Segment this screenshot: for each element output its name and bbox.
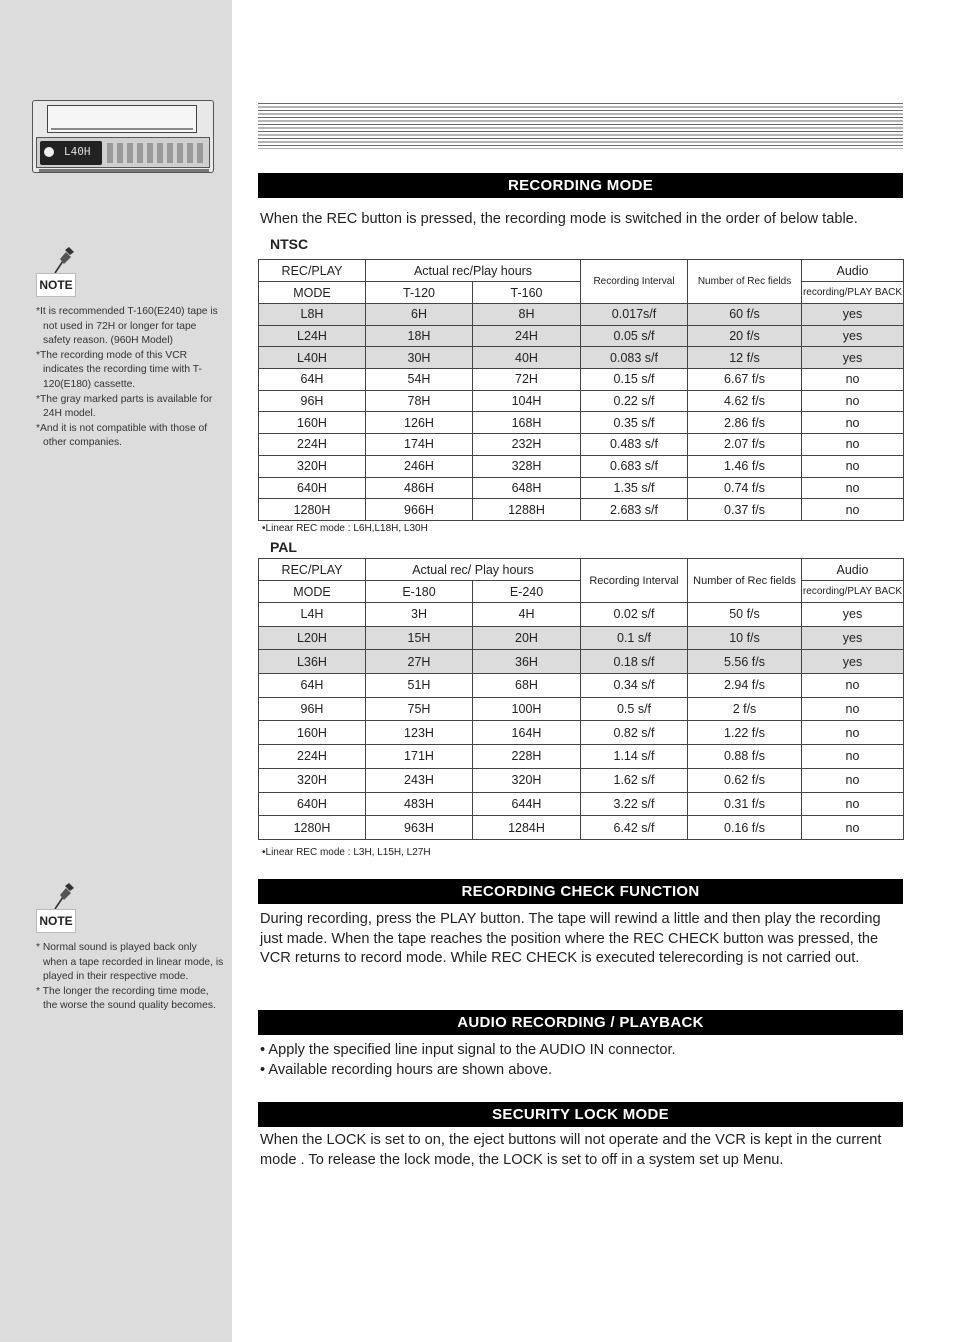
table-row [259, 325, 904, 347]
table-cell: 2.94 f/s [688, 674, 802, 698]
ntsc-table-body [259, 304, 904, 521]
table-cell: 1.35 s/f [581, 477, 688, 499]
note-label: NOTE [36, 273, 76, 297]
table-cell: 20 f/s [688, 325, 802, 347]
section-title-security: SECURITY LOCK MODE [258, 1102, 903, 1127]
table-cell: no [802, 697, 904, 721]
table-cell: 0.16 f/s [688, 816, 802, 840]
table-cell: 4.62 f/s [688, 390, 802, 412]
table-cell: 174H [366, 434, 473, 456]
header-tape2: E-240 [473, 581, 581, 603]
security-body: When the LOCK is set to on, the eject buttons will not operate and the VCR is kept in the current mode . To release the lock mode, the LOCK is set to off in a system set up Menu. [260, 1132, 882, 1168]
table-cell: 40H [473, 347, 581, 369]
table-cell: 168H [473, 412, 581, 434]
ntsc-footnote: •Linear REC mode : L6H,L18H, L30H [262, 523, 428, 534]
table-row [259, 347, 904, 369]
header-tape1: E-180 [366, 581, 473, 603]
table-cell: 483H [366, 792, 473, 816]
table-cell: 1280H [259, 816, 366, 840]
table-cell: 0.683 s/f [581, 455, 688, 477]
table-cell: 15H [366, 626, 473, 650]
table-cell: no [802, 390, 904, 412]
pal-table [258, 558, 904, 840]
header-audio: Audio [802, 260, 904, 282]
table-cell: 0.74 f/s [688, 477, 802, 499]
table-row [259, 626, 904, 650]
table-cell: 4H [473, 603, 581, 627]
table-cell: 2 f/s [688, 697, 802, 721]
table-cell: yes [802, 325, 904, 347]
table-header-row [259, 260, 904, 282]
table-row [259, 499, 904, 521]
note-item: *And it is not compatible with those of other companies. [36, 422, 208, 449]
table-row [259, 697, 904, 721]
table-cell: 51H [366, 674, 473, 698]
table-cell: L36H [259, 650, 366, 674]
pal-label: PAL [270, 539, 297, 555]
table-cell: 486H [366, 477, 473, 499]
table-cell: 126H [366, 412, 473, 434]
table-row [259, 650, 904, 674]
table-cell: 6.67 f/s [688, 369, 802, 391]
table-cell: 0.34 s/f [581, 674, 688, 698]
section-title-audio: AUDIO RECORDING / PLAYBACK [258, 1010, 903, 1035]
table-cell: 160H [259, 412, 366, 434]
header-mode-sub: MODE [259, 282, 366, 304]
table-cell: L4H [259, 603, 366, 627]
table-row [259, 412, 904, 434]
table-cell: 0.15 s/f [581, 369, 688, 391]
table-cell: 640H [259, 792, 366, 816]
header-tape2: T-160 [473, 282, 581, 304]
table-cell: 0.02 s/f [581, 603, 688, 627]
audio-bullet: • Apply the specified line input signal to the AUDIO IN connector. [260, 1042, 676, 1058]
table-cell: 228H [473, 745, 581, 769]
recording-mode-intro: When the REC button is pressed, the recording mode is switched in the order of below table. [260, 211, 858, 227]
header-rule [258, 103, 903, 149]
table-cell: 54H [366, 369, 473, 391]
table-row [259, 816, 904, 840]
table-cell: 328H [473, 455, 581, 477]
table-cell: L24H [259, 325, 366, 347]
table-cell: 12 f/s [688, 347, 802, 369]
front-panel [36, 137, 210, 168]
table-cell: 0.083 s/f [581, 347, 688, 369]
pal-table-body [259, 603, 904, 840]
table-cell: 171H [366, 745, 473, 769]
vcr-device-illustration [32, 100, 214, 173]
table-cell: 1280H [259, 499, 366, 521]
table-cell: 966H [366, 499, 473, 521]
table-cell: 160H [259, 721, 366, 745]
table-cell: 644H [473, 792, 581, 816]
table-cell: 648H [473, 477, 581, 499]
note-item: *It is recommended T-160(E240) tape is not used in 72H or longer for tape safety reason. (960H Model) [36, 306, 218, 347]
table-cell: 1288H [473, 499, 581, 521]
table-cell: 3.22 s/f [581, 792, 688, 816]
table-cell: no [802, 477, 904, 499]
table-cell: 27H [366, 650, 473, 674]
table-row [259, 674, 904, 698]
table-cell: 75H [366, 697, 473, 721]
table-cell: no [802, 768, 904, 792]
header-mode: REC/PLAY [259, 260, 366, 282]
table-cell: 2.07 f/s [688, 434, 802, 456]
lcd-readout: L40H [64, 145, 91, 158]
table-cell: 320H [259, 768, 366, 792]
ntsc-label: NTSC [270, 236, 309, 252]
table-cell: 64H [259, 674, 366, 698]
header-audio-sub: recording/PLAY BACK [802, 282, 904, 304]
note-item: * Normal sound is played back only when a tape recorded in linear mode, is played in their respective mode. [36, 942, 224, 983]
table-row [259, 768, 904, 792]
table-cell: 1.22 f/s [688, 721, 802, 745]
table-cell: 1.62 s/f [581, 768, 688, 792]
table-cell: no [802, 455, 904, 477]
note-badge [34, 883, 78, 935]
table-cell: 224H [259, 434, 366, 456]
audio-bullet: • Available recording hours are shown above. [260, 1061, 553, 1078]
table-cell: L20H [259, 626, 366, 650]
table-cell: 100H [473, 697, 581, 721]
section-title-recording-check: RECORDING CHECK FUNCTION [258, 879, 903, 904]
header-audio: Audio [802, 559, 904, 581]
table-cell: 30H [366, 347, 473, 369]
note-list [34, 941, 224, 1014]
table-cell: 164H [473, 721, 581, 745]
header-fields: Number of Rec fields [688, 260, 802, 304]
note-label: NOTE [36, 909, 76, 933]
table-cell: no [802, 369, 904, 391]
table-cell: no [802, 674, 904, 698]
table-cell: no [802, 745, 904, 769]
table-header-row [259, 559, 904, 581]
header-mode: REC/PLAY [259, 559, 366, 581]
table-cell: yes [802, 304, 904, 326]
table-cell: 0.62 f/s [688, 768, 802, 792]
table-cell: 0.31 f/s [688, 792, 802, 816]
table-cell: yes [802, 626, 904, 650]
table-cell: no [802, 434, 904, 456]
table-cell: yes [802, 650, 904, 674]
note-block-1 [34, 247, 224, 451]
table-cell: 246H [366, 455, 473, 477]
table-cell: 78H [366, 390, 473, 412]
table-cell: 5.56 f/s [688, 650, 802, 674]
table-row [259, 304, 904, 326]
table-cell: 2.683 s/f [581, 499, 688, 521]
table-cell: 963H [366, 816, 473, 840]
table-cell: 60 f/s [688, 304, 802, 326]
table-cell: 96H [259, 697, 366, 721]
table-row [259, 792, 904, 816]
table-row [259, 369, 904, 391]
note-item: *The gray marked parts is available for 24H model. [36, 393, 213, 420]
table-cell: 0.483 s/f [581, 434, 688, 456]
pushpin-icon [52, 883, 74, 911]
table-cell: no [802, 412, 904, 434]
pal-footnote: •Linear REC mode : L3H, L15H, L27H [262, 847, 431, 858]
table-cell: 72H [473, 369, 581, 391]
ntsc-table [258, 259, 904, 521]
table-cell: no [802, 792, 904, 816]
section-title-recording-mode: RECORDING MODE [258, 173, 903, 198]
table-cell: 24H [473, 325, 581, 347]
table-row [259, 434, 904, 456]
header-audio-sub: recording/PLAY BACK [802, 581, 904, 603]
header-mode-sub: MODE [259, 581, 366, 603]
table-cell: 6H [366, 304, 473, 326]
table-cell: 243H [366, 768, 473, 792]
table-row [259, 745, 904, 769]
pushpin-icon [52, 247, 74, 275]
table-cell: 0.18 s/f [581, 650, 688, 674]
table-cell: 68H [473, 674, 581, 698]
header-hours: Actual rec/ Play hours [366, 559, 581, 581]
vcr-display [40, 141, 102, 165]
table-cell: 64H [259, 369, 366, 391]
table-cell: 224H [259, 745, 366, 769]
table-cell: 18H [366, 325, 473, 347]
table-row [259, 721, 904, 745]
table-cell: 1.46 f/s [688, 455, 802, 477]
table-cell: 8H [473, 304, 581, 326]
table-row [259, 455, 904, 477]
note-item: * The longer the recording time mode, the worse the sound quality becomes. [36, 985, 216, 1012]
table-cell: 0.1 s/f [581, 626, 688, 650]
table-cell: 6.42 s/f [581, 816, 688, 840]
header-interval: Recording Interval [581, 559, 688, 603]
table-row [259, 477, 904, 499]
note-item: *The recording mode of this VCR indicates the recording time with T-120(E180) cassette. [36, 349, 202, 390]
header-interval: Recording Interval [581, 260, 688, 304]
table-cell: 36H [473, 650, 581, 674]
note-block-2 [34, 883, 224, 1014]
table-cell: no [802, 721, 904, 745]
vcr-base [39, 169, 209, 172]
table-cell: 50 f/s [688, 603, 802, 627]
table-cell: 1.14 s/f [581, 745, 688, 769]
header-tape1: T-120 [366, 282, 473, 304]
table-cell: yes [802, 603, 904, 627]
table-row [259, 390, 904, 412]
power-knob-icon [44, 147, 54, 157]
note-list [34, 305, 224, 451]
table-cell: no [802, 499, 904, 521]
table-cell: 0.5 s/f [581, 697, 688, 721]
check-function-body: During recording, press the PLAY button. The tape will rewind a little and then play the recording just made. When the tape reaches the position where the REC CHECK button was pressed, the VCR returns to record mode. While REC CHECK is executed telerecording is not carried out. [260, 911, 881, 966]
sidebar [0, 0, 232, 1342]
table-cell: 96H [259, 390, 366, 412]
table-cell: 0.22 s/f [581, 390, 688, 412]
table-cell: 20H [473, 626, 581, 650]
cassette-slot [47, 105, 197, 133]
table-cell: L40H [259, 347, 366, 369]
table-row [259, 603, 904, 627]
table-cell: 320H [473, 768, 581, 792]
table-cell: 10 f/s [688, 626, 802, 650]
note-badge [34, 247, 78, 299]
panel-buttons [107, 143, 207, 163]
table-cell: 0.82 s/f [581, 721, 688, 745]
table-cell: 640H [259, 477, 366, 499]
table-cell: L8H [259, 304, 366, 326]
header-fields: Number of Rec fields [688, 559, 802, 603]
table-cell: yes [802, 347, 904, 369]
table-cell: 3H [366, 603, 473, 627]
table-cell: 0.37 f/s [688, 499, 802, 521]
table-cell: no [802, 816, 904, 840]
audio-bullet-list [260, 1041, 905, 1080]
table-cell: 0.017s/f [581, 304, 688, 326]
table-cell: 0.05 s/f [581, 325, 688, 347]
table-cell: 123H [366, 721, 473, 745]
table-cell: 0.88 f/s [688, 745, 802, 769]
table-cell: 0.35 s/f [581, 412, 688, 434]
table-cell: 320H [259, 455, 366, 477]
table-cell: 1284H [473, 816, 581, 840]
table-cell: 104H [473, 390, 581, 412]
header-hours: Actual rec/Play hours [366, 260, 581, 282]
table-cell: 2.86 f/s [688, 412, 802, 434]
table-cell: 232H [473, 434, 581, 456]
